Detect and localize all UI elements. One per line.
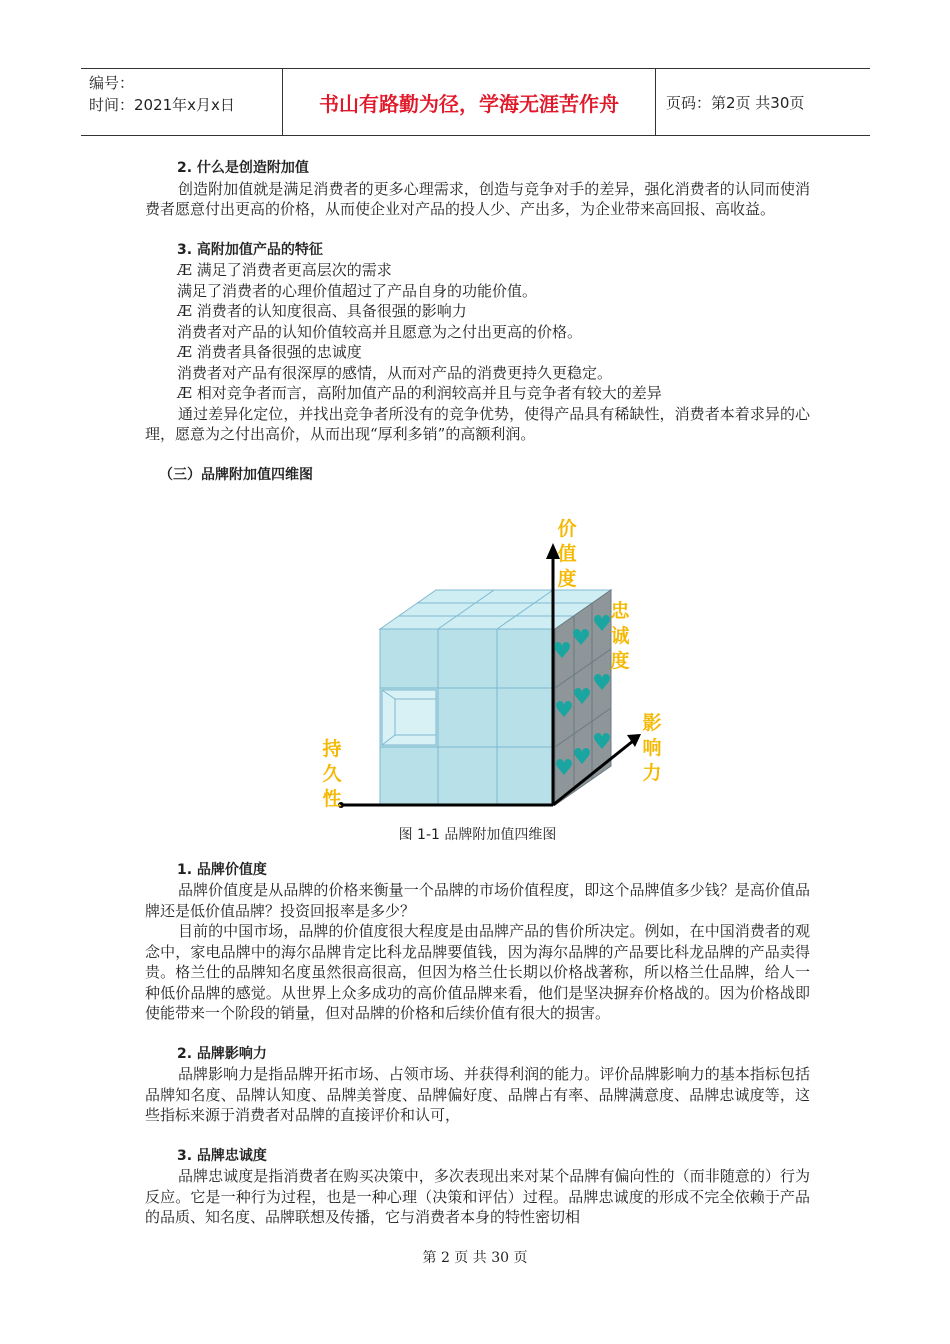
date-label: 时间：2021年x月x日	[89, 96, 235, 114]
axis-label-durability: 久	[322, 763, 342, 785]
axis-label-value: 价	[557, 518, 577, 540]
page-header	[81, 68, 870, 136]
axis-label-durability: 持	[322, 738, 342, 760]
section-title: 3. 品牌忠诚度	[177, 1147, 267, 1164]
section-title: 2. 品牌影响力	[177, 1045, 267, 1062]
heart-icon: ♥	[572, 745, 592, 770]
document-body	[145, 158, 810, 1228]
paragraph: 品牌忠诚度是指消费者在购买决策中，多次表现出来对某个品牌有偏向性的（而非随意的）行为反应。它是一种行为过程，也是一种心理（决策和评估）过程。品牌忠诚度的形成不完全依赖于产品的品质、知名度、品牌联想及传播，它与消费者本身的特性密切相	[145, 1167, 810, 1226]
axis-label-influence: 力	[642, 762, 662, 784]
bullet-text: 满足了消费者的心理价值超过了产品自身的功能价值。	[177, 281, 538, 300]
bullet-item: Æ 消费者的认知度很高、具备很强的影响力	[177, 302, 467, 320]
heart-icon: ♥	[592, 730, 612, 755]
axis-label-value: 度	[557, 568, 577, 590]
four-dimension-figure	[145, 485, 810, 825]
heart-icon: ♥	[552, 639, 572, 664]
cube-open-slot	[382, 690, 436, 745]
header-motto: 书山有路勤为径，学海无涯苦作舟	[283, 69, 656, 135]
section-title: （三）品牌附加值四维图	[159, 466, 313, 483]
bullet-text: 消费者对产品有很深厚的感情，从而对产品的消费更持久更稳定。	[177, 363, 613, 382]
axis-label-influence: 影	[642, 712, 662, 734]
axis-label-value: 值	[557, 543, 577, 565]
page-footer: 第 2 页 共 30 页	[422, 1250, 528, 1266]
bullet-item: Æ 相对竞争者而言，高附加值产品的利润较高并且与竞争者有较大的差异	[177, 384, 662, 402]
heart-icon: ♥	[592, 612, 612, 637]
heart-icon: ♥	[571, 626, 591, 651]
heart-icon: ♥	[592, 671, 612, 696]
axis-label-loyalty: 度	[610, 650, 630, 672]
bullet-item: Æ 消费者具备很强的忠诚度	[177, 343, 362, 361]
figure-caption: 图 1-1 品牌附加值四维图	[398, 827, 557, 843]
bullet-text: 消费者对产品的认知价值较高并且愿意为之付出更高的价格。	[177, 322, 583, 341]
heart-icon: ♥	[572, 685, 592, 710]
doc-number-label: 编号：	[89, 74, 135, 92]
figure-svg	[145, 485, 810, 825]
heart-icon: ♥	[554, 698, 574, 723]
axis-label-influence: 响	[642, 737, 662, 759]
section-title: 3. 高附加值产品的特征	[177, 241, 323, 258]
section-title: 2. 什么是创造附加值	[177, 160, 309, 176]
paragraph: 品牌影响力是指品牌开拓市场、占领市场、并获得利润的能力。评价品牌影响力的基本指标包括品牌知名度、品牌认知度、品牌美誉度、品牌偏好度、品牌占有率、品牌满意度、品牌忠诚度等，这些指标来源于消费者对品牌的直接评价和认可，	[145, 1065, 810, 1124]
axis-label-loyalty: 忠	[610, 600, 630, 622]
paragraph: 创造附加值就是满足消费者的更多心理需求，创造与竞争对手的差异，强化消费者的认同而使消费者愿意付出更高的价格，从而使企业对产品的投人少、产出多，为企业带来高回报、高收益。	[145, 179, 810, 218]
heart-icon: ♥	[554, 756, 574, 781]
header-page-label: 页码：第2页 共30页	[666, 93, 805, 112]
section-title: 1. 品牌价值度	[177, 861, 267, 878]
paragraph: 品牌价值度是从品牌的价格来衡量一个品牌的市场价值程度，即这个品牌值多少钱？是高价值品牌还是低价值品牌？投资回报率是多少？	[145, 881, 810, 920]
bullet-item: Æ 满足了消费者更高层次的需求	[177, 261, 392, 279]
header-info	[81, 69, 283, 135]
paragraph: 通过差异化定位，并找出竞争者所没有的竞争优势，使得产品具有稀缺性，消费者本着求异的心理，愿意为之付出高价，从而出现“厚利多销”的高额利润。	[145, 404, 810, 443]
paragraph: 目前的中国市场，品牌的价值度很大程度是由品牌产品的售价所决定。例如，在中国消费者的观念中，家电品牌中的海尔品牌肯定比科龙品牌要值钱，因为海尔品牌的产品要比科龙品牌的产品卖得贵。格兰仕的品牌知名度虽然很高很高，但因为格兰仕长期以价格战著称，所以格兰仕品牌，给人一种低价品牌的感觉。从世界上众多成功的高价值品牌来看，他们是坚决摒弃价格战的。因为价格战即使能带来一个阶段的销量，但对品牌的价格和后续价值有很大的损害。	[145, 922, 810, 1022]
axis-label-durability: 性	[322, 788, 342, 810]
axis-label-loyalty: 诚	[610, 625, 630, 647]
